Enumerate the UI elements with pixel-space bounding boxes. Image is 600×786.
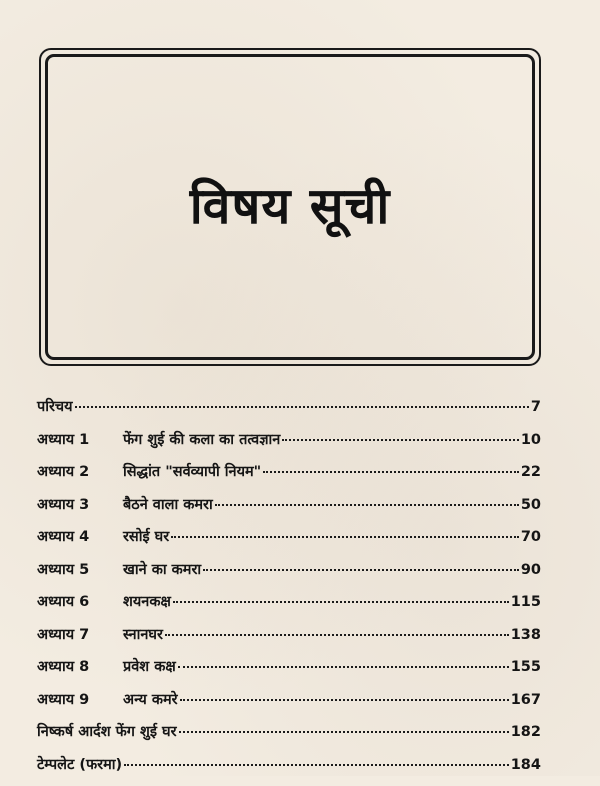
toc-entry-title: फेंग शुई की कला का तत्वज्ञान <box>123 429 280 449</box>
toc-entry <box>37 461 541 494</box>
toc-leader-dots <box>165 634 509 636</box>
toc-leader-dots <box>180 699 509 701</box>
toc-leader-dots <box>215 504 519 506</box>
toc-leader-dots <box>124 764 509 766</box>
toc-entry-title: सिद्धांत "सर्वव्यापी नियम" <box>123 461 261 481</box>
toc-entry <box>37 656 541 689</box>
toc-entry <box>37 721 541 754</box>
toc-entry-title: खाने का कमरा <box>123 559 201 579</box>
toc-chapter-label: अध्याय 5 <box>37 559 123 579</box>
table-of-contents <box>37 396 541 786</box>
toc-entry-title: टेम्पलेट (फरमा) <box>37 754 122 774</box>
toc-leader-dots <box>263 471 519 473</box>
toc-leader-dots <box>75 406 529 408</box>
toc-page-number: 70 <box>521 529 541 545</box>
toc-entry <box>37 689 541 722</box>
toc-entry <box>37 396 541 429</box>
toc-chapter-label: अध्याय 7 <box>37 624 123 644</box>
toc-entry <box>37 624 541 657</box>
toc-entry <box>37 494 541 527</box>
toc-page-number: 167 <box>511 692 541 708</box>
toc-page-number: 10 <box>521 432 541 448</box>
title-frame <box>39 48 541 366</box>
toc-page-number: 7 <box>531 399 541 415</box>
toc-entry <box>37 559 541 592</box>
toc-chapter-label: अध्याय 8 <box>37 656 123 676</box>
toc-page-number: 138 <box>511 627 541 643</box>
toc-page-number: 182 <box>511 724 541 740</box>
toc-chapter-label: अध्याय 2 <box>37 461 123 481</box>
toc-chapter-label: अध्याय 6 <box>37 591 123 611</box>
toc-leader-dots <box>173 601 509 603</box>
toc-entry-title: अन्य कमरे <box>123 689 178 709</box>
title-frame-inner <box>45 54 535 360</box>
toc-page-number: 22 <box>521 464 541 480</box>
toc-chapter-label: अध्याय 4 <box>37 526 123 546</box>
toc-entry-title: स्नानघर <box>123 624 163 644</box>
toc-leader-dots <box>203 569 519 571</box>
page-title: विषय सूची <box>190 170 391 238</box>
toc-entry-title: बैठने वाला कमरा <box>123 494 213 514</box>
toc-entry <box>37 591 541 624</box>
toc-page-number: 90 <box>521 562 541 578</box>
toc-entry-title: शयनकक्ष <box>123 591 171 611</box>
toc-entry <box>37 754 541 786</box>
toc-chapter-label: अध्याय 9 <box>37 689 123 709</box>
toc-entry <box>37 429 541 462</box>
toc-entry-title: निष्कर्ष आर्दश फेंग शुई घर <box>37 721 177 741</box>
toc-chapter-label: अध्याय 3 <box>37 494 123 514</box>
toc-entry-title: प्रवेश कक्ष <box>123 656 176 676</box>
toc-page-number: 115 <box>511 594 541 610</box>
toc-entry-title: रसोई घर <box>123 526 169 546</box>
toc-page-number: 184 <box>511 757 541 773</box>
toc-leader-dots <box>171 536 519 538</box>
toc-leader-dots <box>178 666 509 668</box>
toc-chapter-label: अध्याय 1 <box>37 429 123 449</box>
toc-entry <box>37 526 541 559</box>
toc-page-number: 50 <box>521 497 541 513</box>
toc-leader-dots <box>282 439 518 441</box>
toc-entry-title: परिचय <box>37 396 73 416</box>
toc-leader-dots <box>179 731 509 733</box>
toc-page-number: 155 <box>511 659 541 675</box>
